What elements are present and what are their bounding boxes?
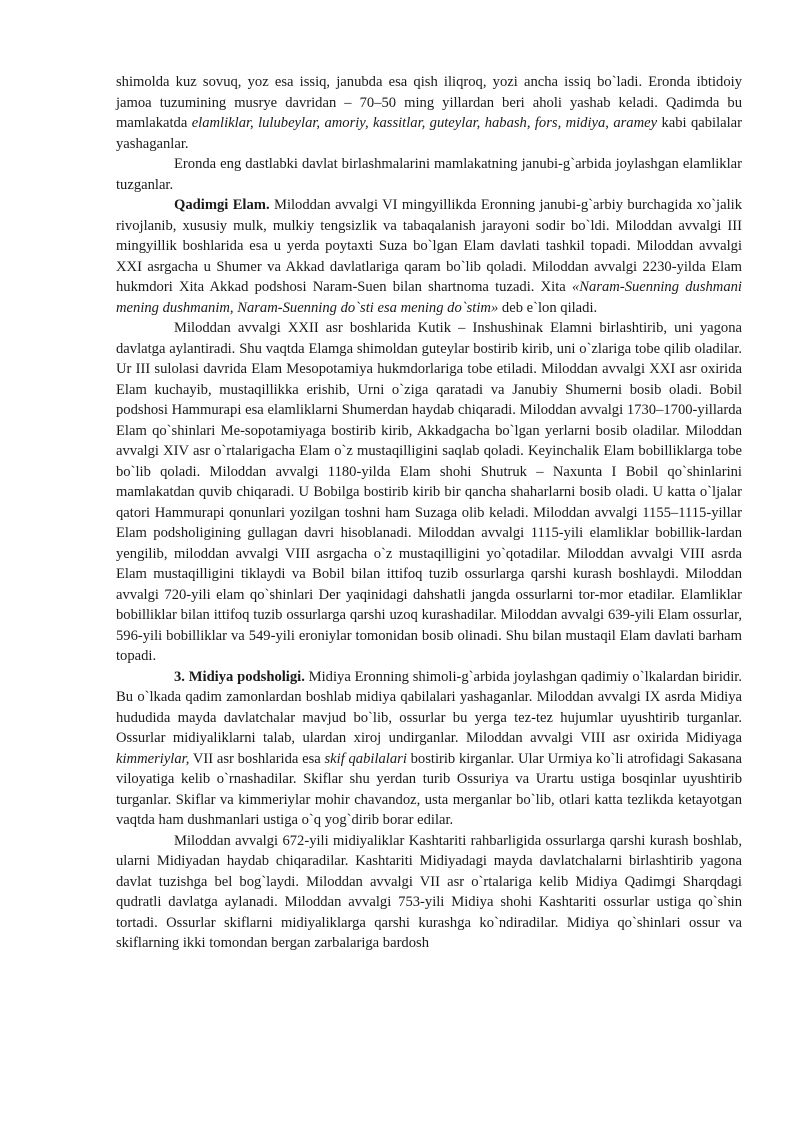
text-run: shimolda kuz sovuq, yoz esa issiq, janubda esa qish iliqroq, yozi ancha issiq bo`ladi. Eronda ibtidoiy jamoa tuzumining musrye davridan – 70–50 ming yillardan beri aholi yashab keladi. Qadimda bu mamlakatda [116, 74, 742, 131]
italic-text: «Naram-Suenning dushmani mening dushmanim, Naram-Suenning do`sti esa mening do`stim» [116, 279, 742, 316]
text-run: Eronda eng dastlabki davlat birlashmalarini mamlakatning janubi-g`arbida joylashgan elamliklar tuzganlar. [116, 156, 742, 193]
text-run: bostirib kirganlar. Ular Urmiya ko`li atrofidagi Sakasana viloyatiga kelib o`rnashadilar. Skiflar shu yerdan turib Ossuriya va Urartu ustiga bosqinlar uyushtirib turganlar. Skiflar va kimmeriylar mohir chavandoz, usta merganlar bo`lib, otlari katta tezlikda ketayotgan vaqtda ham dushmanlari ustiga o`q yog`dirib borar edilar. [116, 750, 742, 828]
text-run: kabi qabilalar yashaganlar. [116, 115, 742, 152]
paragraph [116, 154, 742, 195]
paragraph [116, 667, 742, 831]
italic-text: skif qabilalari [324, 750, 407, 767]
italic-text: kimmeriylar, [116, 750, 190, 767]
paragraph [116, 195, 742, 318]
text-run: Miloddan avvalgi VI mingyillikda Eronning janubi-g`arbiy burchagida xo`jalik rivojlanib, xususiy mulk, mulkiy tengsizlik va tabaqalanish jarayoni sodir bo`ldi. Miloddan avvalgi III mingyillik boshlarida esa u yerda poytaxti Suza bo`lgan Elam davlati tashkil topadi. Miloddan avvalgi XXI asrgacha u Shumer va Akkad davlatlariga qaram bo`lib qoladi. Miloddan avvalgi 2230-yilda Elam hukmdori Xita Akkad podshosi Naram-Suen bilan shartnoma tuzadi. Xita [116, 197, 742, 295]
text-run: deb e`lon qiladi. [498, 299, 598, 316]
paragraph [116, 72, 742, 154]
text-run: Midiya Eronning shimoli-g`arbida joylashgan qadimiy o`lkalardan biridir. Bu o`lkada qadim zamonlardan boshlab midiya qabilalari yashaganlar. Miloddan avvalgi IX asrda Midiya hududida mayda davlatchalar mavjud bo`lib, ossurlar bu yerga tez-tez hujumlar uyushtirib turganlar. Ossurlar midiyaliklarni talab, ulardan xiroj undirganlar. Miloddan avvalgi VIII asr oxirida Midiyaga [116, 668, 742, 746]
text-run: Miloddan avvalgi XXII asr boshlarida Kutik – Inshushinak Elamni birlashtirib, uni yagona davlatga aylantiradi. Shu vaqtda Elamga shimoldan guteylar bostirib kirib, uni o`zlariga tobe qilib oladilar. Ur III sulolasi davrida Elam Mesopotamiya hukmdorlariga tobe etiladi. Miloddan avvalgi XXI asr oxirida Elam kuchayib, mustaqillikka erishib, Urni o`ziga qaratadi va Janubiy Shumerni bosib oladi. Bobil podshosi Hammurapi esa elamliklarni Shumerdan haydab chiqaradi. Miloddan avvalgi 1730–1700-yillarda Elam qo`shinlari Me-sopotamiyaga bostirib kirib, Akkadgacha bo`lgan yerlarni bosib oladilar. Miloddan avvalgi XIV asr o`rtalarigacha Elam o`z mustaqilligini saqlab qoladi. Keyinchalik Elam bobilliklarga tobe bo`lib qoladi. Miloddan avvalgi 1180-yilda Elam shohi Shutruk – Naxunta I Bobil qo`shinlarini mamlakatdan quvib chiqaradi. U Bobilga bostirib kirib bir qancha shaharlarni bosib oladi. U katta o`ljalar qatori Hammurapi qonunlari yozilgan toshni ham Suzaga olib keladi. Miloddan avvalgi 1155–1115-yillar Elam podsholigining gullagan davri hisoblanadi. Miloddan avvalgi 1115-yili elamliklar bobillik-lardan yengilib, miloddan avvalgi VIII asrgacha o`z mustaqilligini yo`qotadilar. Miloddan avvalgi VIII asrda Elam mustaqilligini tiklaydi va Bobil bilan ittifoq tuzib ossurlarga qarshi kurash boshlaydi. Miloddan avvalgi 720-yili elam qo`shinlari Der yaqinidagi dahshatli jangda ossurlarni tor-mor etadilar. Elamliklar bobilliklar bilan ittifoq tuzib ossurlarga qarshi uzoq kurashadilar. Miloddan avvalgi 639-yili Elam ossurlar, 596-yili bobilliklar va 549-yili eroniylar tomonidan bosib olinadi. Shu bilan mustaqil Elam davlati barham topadi. [116, 320, 742, 664]
document-page [116, 72, 742, 954]
text-run: VII asr boshlarida esa [189, 750, 325, 767]
paragraph [116, 318, 742, 667]
section-heading: Qadimgi Elam. [174, 197, 270, 213]
italic-text: elamliklar, lulubeylar, amoriy, kassitlar, guteylar, habash, fors, midiya, aramey [191, 115, 658, 131]
section-heading: 3. Midiya podsholigi. [174, 668, 305, 685]
paragraph [116, 831, 742, 954]
text-run: Miloddan avvalgi 672-yili midiyaliklar Kashtariti rahbarligida ossurlarga qarshi kurash boshlab, ularni Midiyadan haydab chiqaradilar. Kashtariti Midiyadagi mayda davlatchalarni birlashtirib yagona davlat tuzishga bel bog`laydi. Miloddan avvalgi VII asr o`rtalariga kelib Midiya Qadimgi Sharqdagi qudratli davlatga aylanadi. Miloddan avvalgi 753-yili Midiya shohi Kashtariti ossurlar ustiga qo`shin tortadi. Ossurlar skiflarni midiyaliklarga qarshi kurashga ko`ndiradilar. Midiya qo`shinlari ossur va skiflarning ikki tomondan bergan zarbalariga bardosh [116, 832, 742, 951]
